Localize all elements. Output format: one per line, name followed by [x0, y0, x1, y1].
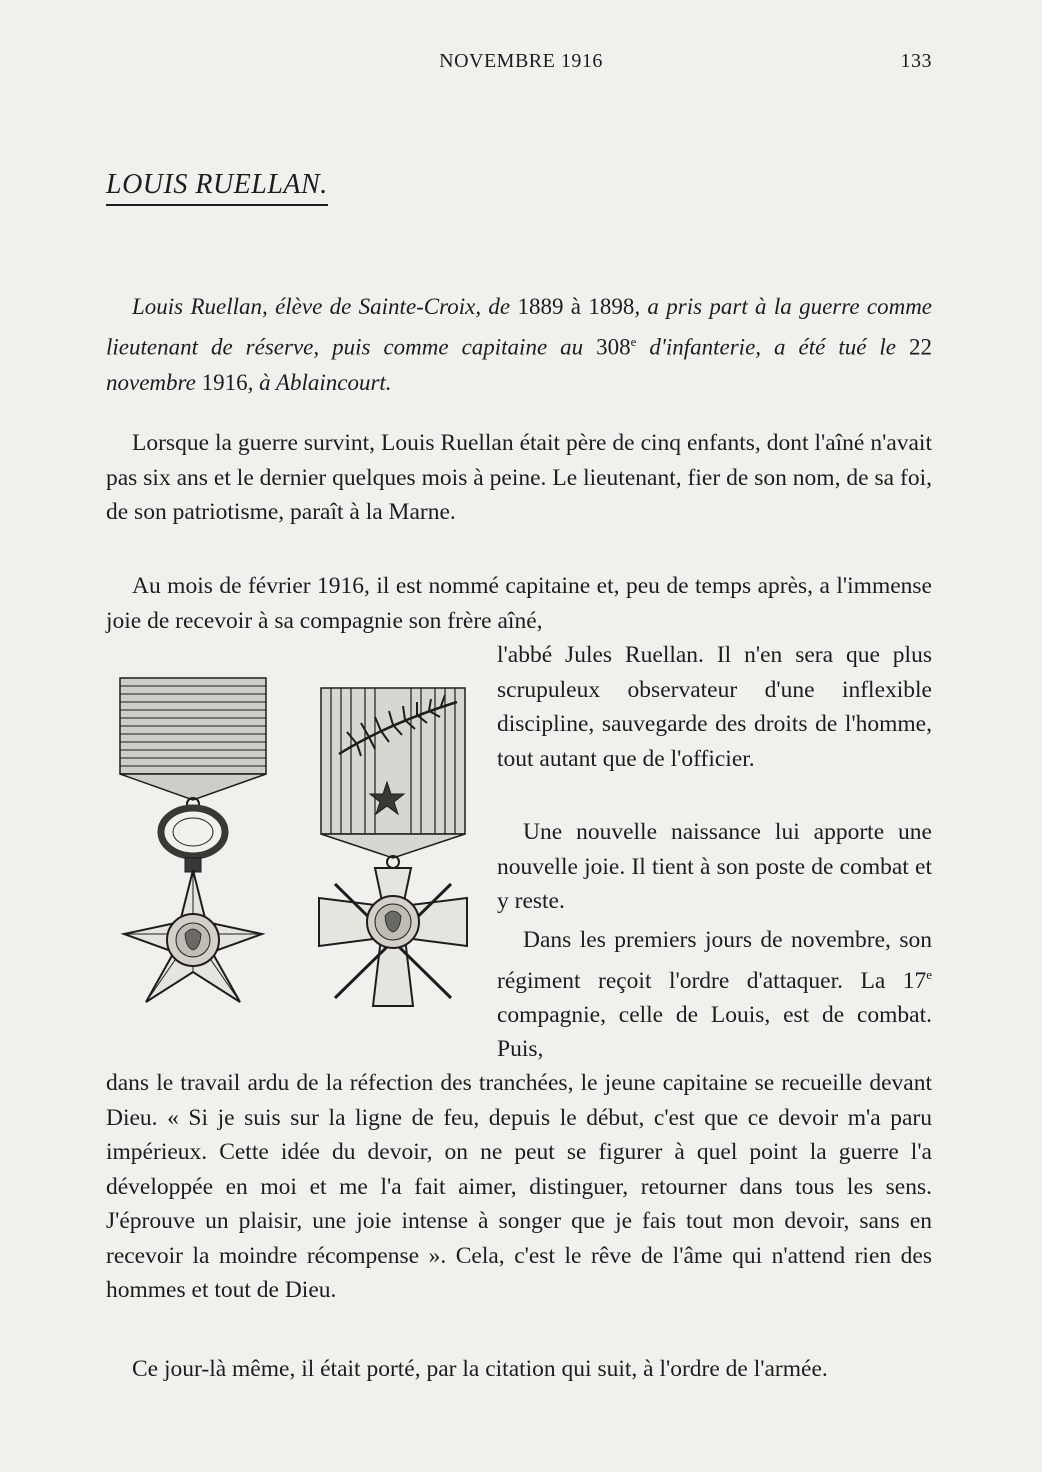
page-number: 133 [900, 50, 932, 72]
abstract-years: 1889 à 1898 [517, 294, 635, 319]
column-paragraph-2: Une nouvelle naissance lui apporte une nouvelle joie. Il tient à son poste de combat et y reste. [497, 819, 932, 914]
croix-de-guerre-medal-icon [317, 684, 469, 1024]
abstract-year: 1916 [201, 369, 248, 395]
section-heading: LOUIS RUELLAN. [106, 168, 328, 206]
abstract-superscript: e [630, 334, 637, 349]
abstract-text: , a pris part à la guerre comme lieutenant de réserve, puis comme capitaine au [106, 294, 933, 360]
abstract-regiment-number: 308 [596, 334, 631, 360]
body-paragraph-1: Lorsque la guerre survint, Louis Ruellan était père de cinq enfants, dont l'aîné n'avait pas six ans et le dernier quelques mois à peine. Le lieutenant, fier de son nom, de sa foi, de son patriotisme, paraît à la Marne. [106, 430, 932, 525]
abstract-day: 22 [909, 334, 933, 360]
abstract-paragraph [106, 289, 932, 400]
column-superscript: e [926, 966, 932, 982]
running-title: NOVEMBRE 1916 [439, 50, 603, 72]
abstract-text: Louis Ruellan, élève de Sainte-Croix, de [132, 294, 518, 319]
running-header [0, 50, 1042, 80]
column-paragraph-1: l'abbé Jules Ruellan. Il n'en sera que plus scrupuleux observateur d'une inflexible discipline, sauvegarde des droits de l'homme, tout autant que de l'officier. [497, 642, 932, 772]
column-paragraph-3 [497, 923, 932, 1067]
body-paragraph-2: Au mois de février 1916, il est nommé capitaine et, peu de temps après, a l'immense joie de recevoir à sa compagnie son frère aîné, [106, 573, 932, 634]
abstract-text: d'infanterie, a été tué le [636, 334, 910, 360]
abstract-text: , à Ablaincourt. [247, 369, 392, 395]
body-paragraph-4: Ce jour-là même, il était porté, par la citation qui suit, à l'ordre de l'armée. [132, 1356, 828, 1382]
abstract-text: novembre [106, 369, 202, 395]
column-text: compagnie, celle de Louis, est de combat. Puis, [497, 1001, 932, 1063]
legion-of-honour-medal-icon [112, 672, 274, 1030]
body-paragraph-3: dans le travail ardu de la réfection des tranchées, le jeune capitaine se recueille devant Dieu. « Si je suis sur la ligne de feu, depuis le début, c'est que ce devoir m'a paru impérieux. Cette idée du devoir, on ne peut se figurer à quel point la guerre l'a développée en moi et me l'a fait aimer, distinguer, retourner dans tous les sens. J'éprouve un plaisir, une joie intense à songer que je fais tout mon devoir, sans en recevoir la moindre récompense ». Cela, c'est le rêve de l'âme qui n'attend rien des hommes et tout de Dieu. [106, 1070, 932, 1303]
column-text: Dans les premiers jours de novembre, son régiment reçoit l'ordre d'attaquer. La 17 [497, 927, 932, 994]
